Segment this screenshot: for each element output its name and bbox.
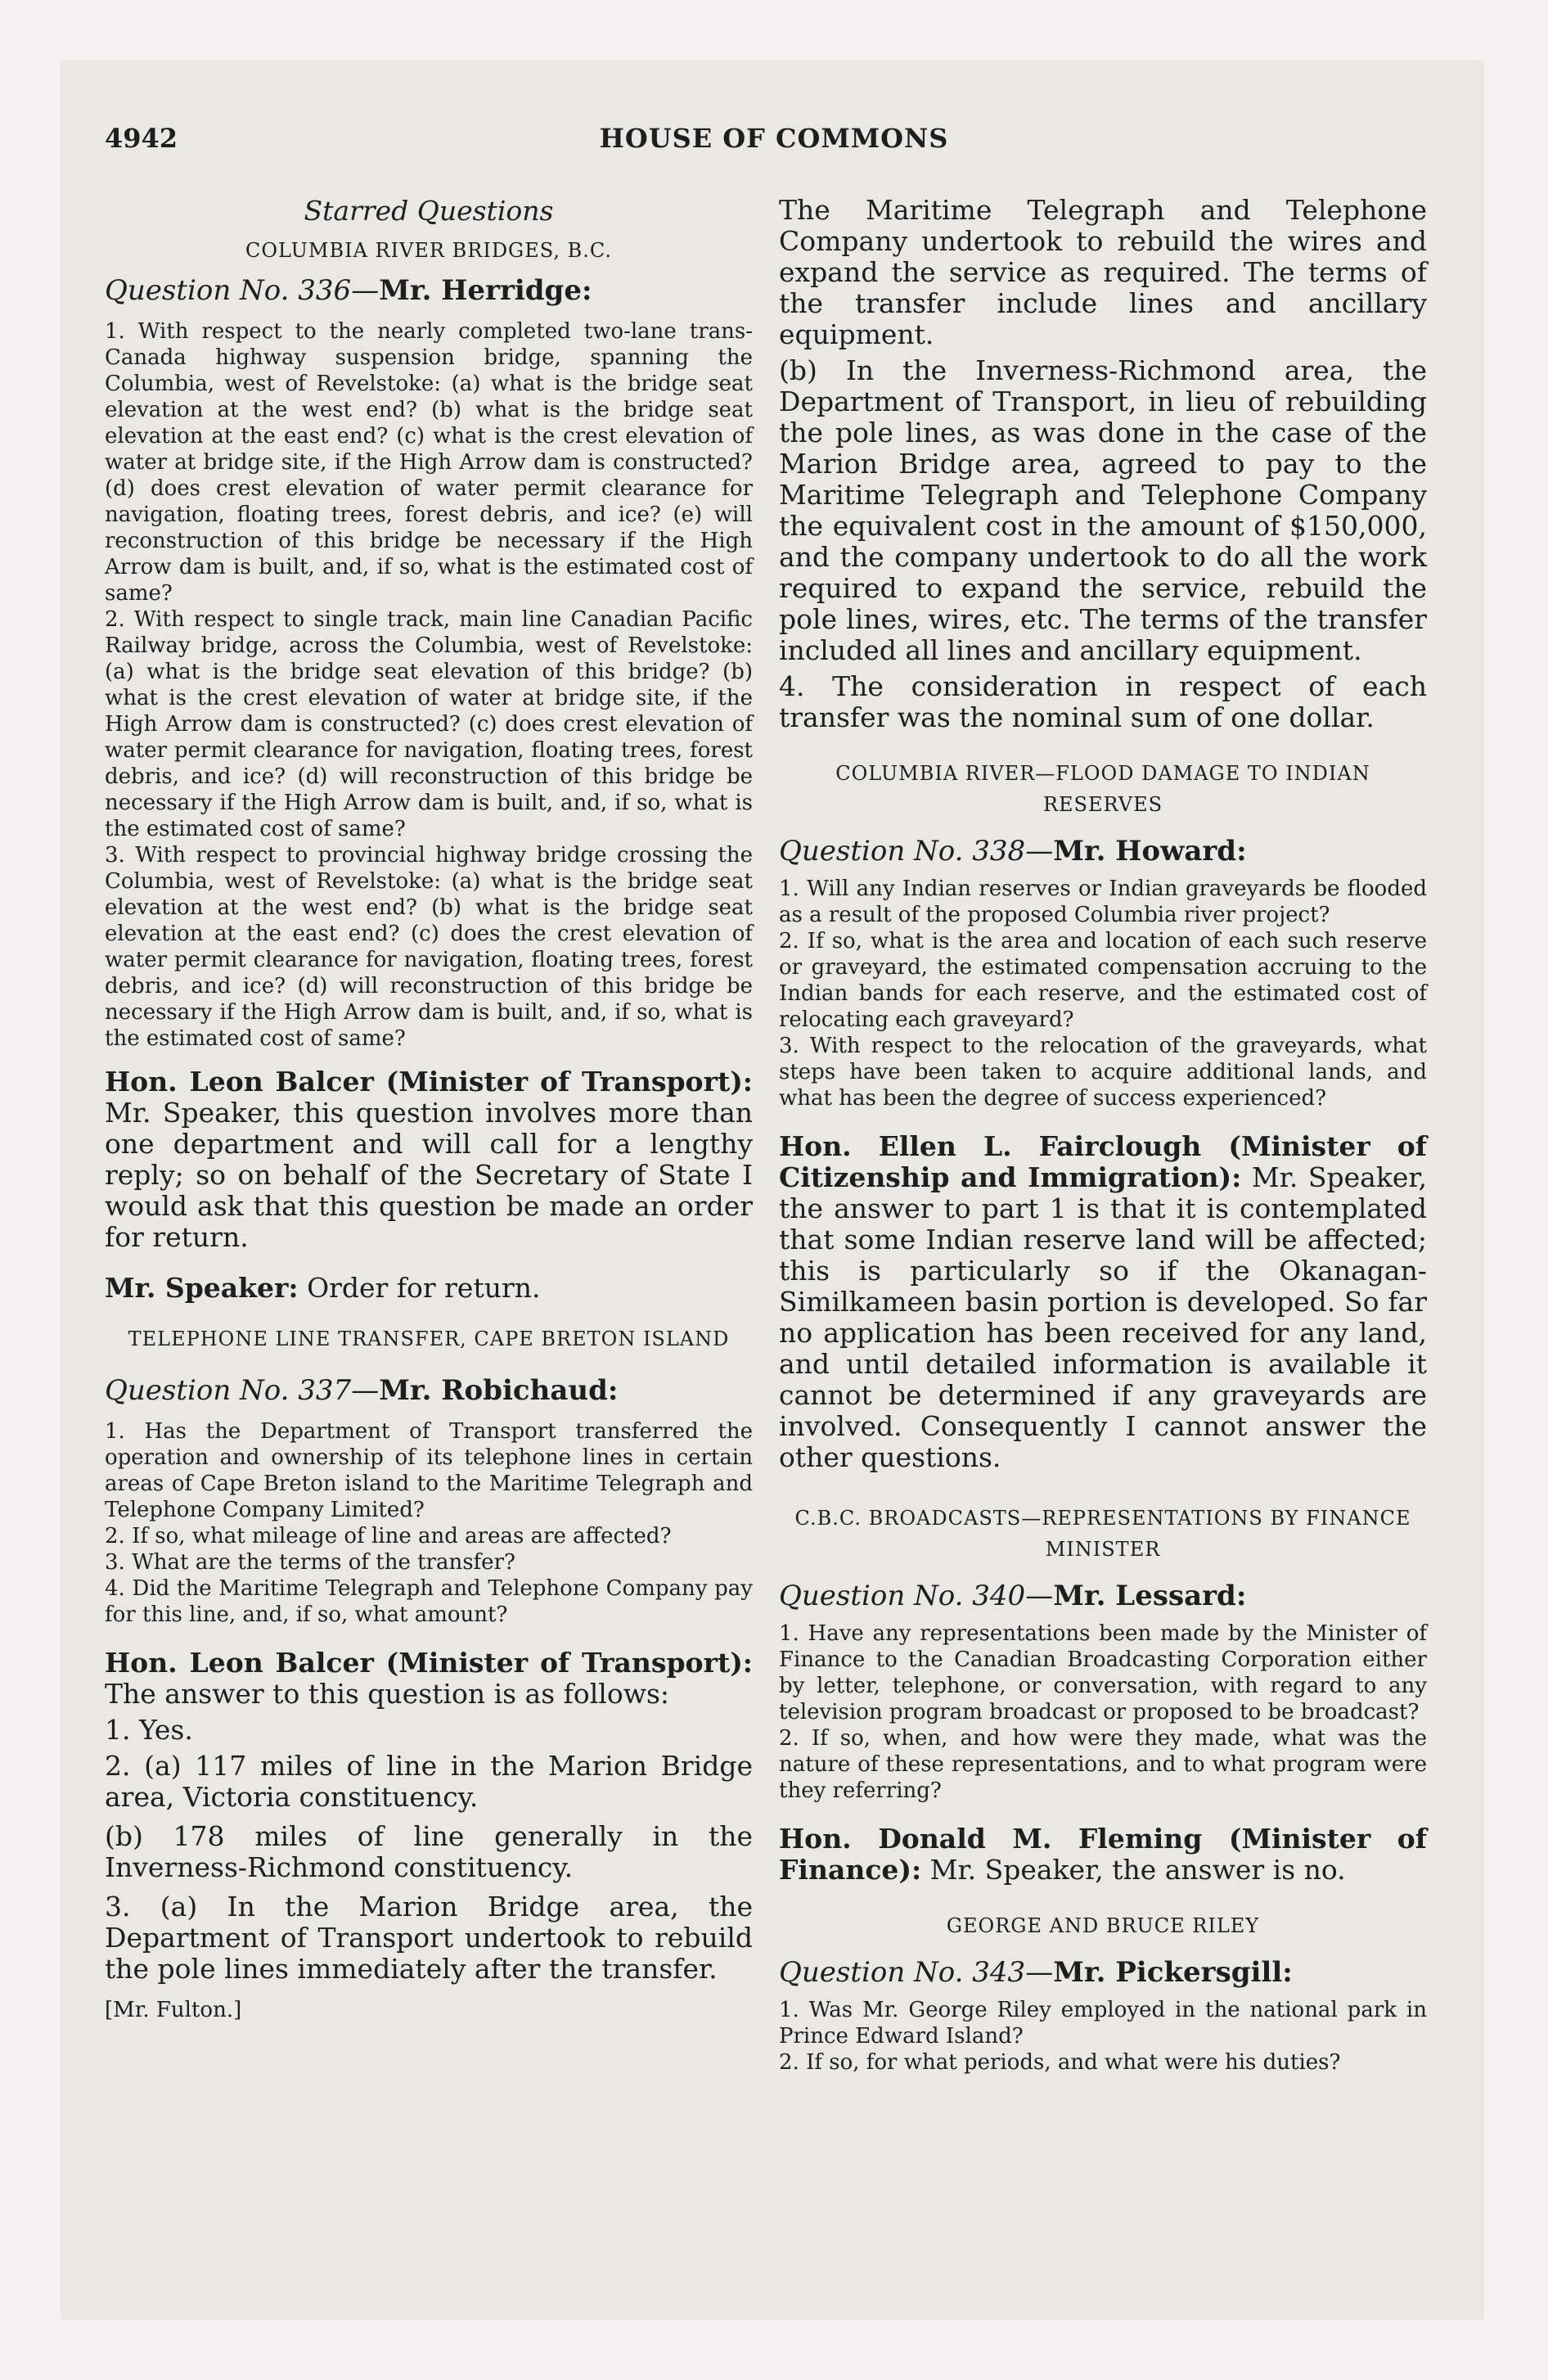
page-title: HOUSE OF COMMONS xyxy=(599,123,949,154)
answer-336 xyxy=(105,1066,753,1253)
question-number: Question No. 337 xyxy=(105,1374,352,1407)
answer-337-item-2b: (b) 178 miles of line generally in the Inverness-Richmond constituency. xyxy=(105,1820,753,1883)
question-343-part-2: 2. If so, for what periods, and what were his duties? xyxy=(779,2050,1341,2075)
left-column xyxy=(105,195,753,2044)
answer-speaker: Hon. Leon Balcer (Minister of Transport): xyxy=(105,1066,753,1098)
question-member: Mr. Robichaud: xyxy=(379,1374,619,1407)
question-337-part-1: 1. Has the Department of Transport transferred the operation and ownership of its telephone lines in certain areas of Cape Breton island to the Maritime Telegraph and Telephone Company Limited? xyxy=(105,1419,753,1522)
question-338-part-1: 1. Will any Indian reserves or Indian graveyards be flooded as a result of the proposed Columbia river project? xyxy=(779,877,1427,927)
speaker-name: Mr. Speaker: xyxy=(105,1272,299,1304)
answer-337-item-4: 4. The consideration in respect of each transfer was the nominal sum of one dollar. xyxy=(779,670,1427,733)
question-member: Mr. Lessard: xyxy=(1053,1580,1247,1612)
question-340-part-2: 2. If so, when, and how were they made, what was the nature of these representations, and to what program were they referring? xyxy=(779,1726,1427,1803)
answer-337-item-3b: (b) In the Inverness-Richmond area, the Department of Transport, in lieu of rebuilding the pole lines, as was done in the case of the Marion Bridge area, agreed to pay to the Maritime Telegraph and Telephone Company the equivalent cost in the amount of $150,000, and the company undertook to do all the work required to expand the service, rebuild the pole lines, wires, etc. The terms of the transfer included all lines and ancillary equipment. xyxy=(779,354,1427,666)
question-number: Question No. 338 xyxy=(779,835,1026,868)
question-343-part-1: 1. Was Mr. George Riley employed in the national park in Prince Edward Island? xyxy=(779,1998,1427,2049)
question-separator: — xyxy=(1025,835,1054,868)
question-number: Question No. 336 xyxy=(105,274,352,307)
speaker-text: Order for return. xyxy=(298,1272,541,1304)
answer-337-item-2a: 2. (a) 117 miles of line in the Marion Bridge area, Victoria constituency. xyxy=(105,1750,753,1813)
question-337-part-4: 4. Did the Maritime Telegraph and Telephone Company pay for this line, and, if so, what amount? xyxy=(105,1576,753,1627)
question-336-part-2: 2. With respect to single track, main line Canadian Pacific Railway bridge, across the Columbia, west of Revelstoke: (a) what is the bridge seat elevation of this bridge? (b) what is the crest elevation of water at bridge site, if the High Arrow dam is constructed? (c) does crest elevation of water permit clearance for navigation, floating trees, forest debris, and ice? (d) will reconstruction of this bridge be necessary if the High Arrow dam is built, and, if so, what is the estimated cost of same? xyxy=(105,607,753,841)
question-340-line xyxy=(779,1580,1427,1612)
topic-heading-336: COLUMBIA RIVER BRIDGES, B.C. xyxy=(245,239,612,262)
question-separator: — xyxy=(351,1374,380,1407)
question-338-part-2: 2. If so, what is the area and location of each such reserve or graveyard, the estimated compensation accruing to the Indian bands for each reserve, and the estimated cost of relocating each graveyard? xyxy=(779,929,1427,1032)
answer-337-item-1: 1. Yes. xyxy=(105,1714,193,1746)
answer-340 xyxy=(779,1823,1427,1886)
answer-text: Mr. Speaker, the answer to part 1 is that it is contemplated that some Indian reserve land will be affected; this is particularly so if the Okanagan-Similkameen basin portion is developed. So far no application has been received for any land, and until detailed information is available it cannot be determined if any graveyards are involved. Consequently I cannot answer the other questions. xyxy=(779,1161,1427,1473)
right-column xyxy=(779,195,1427,2076)
answer-337 xyxy=(105,1648,753,1710)
answer-text: The answer to this question is as follows: xyxy=(105,1678,670,1710)
question-member: Mr. Pickersgill: xyxy=(1053,1956,1293,1989)
question-336-part-1: 1. With respect to the nearly completed two-lane trans-Canada highway suspension bridge, spanning the Columbia, west of Revelstoke: (a) what is the bridge seat elevation at the west end? (b) what is the bridge seat elevation at the east end? (c) what is the crest elevation of water at bridge site, if the High Arrow dam is constructed? (d) does crest elevation of water permit clearance for navigation, floating trees, forest debris, and ice? (e) will reconstruction of this bridge be necessary if the High Arrow dam is built, and, if so, what is the estimated cost of same? xyxy=(105,319,753,606)
page-number: 4942 xyxy=(105,123,178,154)
section-heading: Starred Questions xyxy=(304,195,554,227)
topic-heading-343: GEORGE AND BRUCE RILEY xyxy=(946,1914,1260,1937)
page-header xyxy=(105,123,1443,172)
question-separator: — xyxy=(351,274,380,307)
speaker-ruling xyxy=(105,1273,753,1304)
topic-heading-340: C.B.C. BROADCASTS—REPRESENTATIONS BY FINANCE MINISTER xyxy=(794,1507,1411,1561)
question-336-line xyxy=(105,274,753,307)
answer-338 xyxy=(779,1131,1427,1473)
answer-337-item-3a: 3. (a) In the Marion Bridge area, the Department of Transport undertook to rebuild the pole lines immediately after the transfer. xyxy=(105,1891,753,1985)
answer-337-continued: The Maritime Telegraph and Telephone Company undertook to rebuild the wires and expand the service as required. The terms of the transfer include lines and ancillary equipment. xyxy=(779,194,1427,350)
footer-attribution: [Mr. Fulton.] xyxy=(105,1998,242,2022)
question-337-line xyxy=(105,1374,753,1407)
answer-text: Mr. Speaker, this question involves more than one department and will call for a lengthy reply; so on behalf of the Secretary of State I would ask that this question be made an order for return. xyxy=(105,1097,753,1253)
question-separator: — xyxy=(1025,1956,1054,1989)
question-338-line xyxy=(779,835,1427,868)
question-number: Question No. 340 xyxy=(779,1580,1026,1612)
question-separator: — xyxy=(1025,1580,1054,1612)
answer-speaker: Hon. Ellen L. Fairclough (Minister of Citizenship and Immigration): xyxy=(779,1130,1427,1193)
topic-heading-338: COLUMBIA RIVER—FLOOD DAMAGE TO INDIAN RESERVES xyxy=(835,762,1370,816)
answer-speaker: Hon. Leon Balcer (Minister of Transport): xyxy=(105,1647,753,1679)
topic-heading-337: TELEPHONE LINE TRANSFER, CAPE BRETON ISLAND xyxy=(128,1327,730,1350)
question-338-part-3: 3. With respect to the relocation of the graveyards, what steps have been taken to acquire additional lands, and what has been the degree of success experienced? xyxy=(779,1034,1427,1111)
answer-text: Mr. Speaker, the answer is no. xyxy=(921,1854,1346,1886)
question-member: Mr. Howard: xyxy=(1053,835,1247,868)
question-337-part-3: 3. What are the terms of the transfer? xyxy=(105,1550,515,1575)
question-member: Mr. Herridge: xyxy=(379,274,592,307)
question-number: Question No. 343 xyxy=(779,1956,1026,1989)
question-340-part-1: 1. Have any representations been made by the Minister of Finance to the Canadian Broadcasting Corporation either by letter, telephone, or conversation, with regard to any television program broadcast or proposed to be broadcast? xyxy=(779,1621,1427,1724)
question-343-line xyxy=(779,1956,1427,1989)
question-337-part-2: 2. If so, what mileage of line and areas are affected? xyxy=(105,1524,672,1548)
answer-speaker: Hon. Donald M. Fleming (Minister of Finance): xyxy=(779,1823,1427,1886)
question-336-part-3: 3. With respect to provincial highway bridge crossing the Columbia, west of Revelstoke: (a) what is the bridge seat elevation at the west end? (b) what is the bridge seat elevation at the east end? (c) does the crest elevation of water permit clearance for navigation, floating trees, forest debris, and ice? (d) will reconstruction of this bridge be necessary if the High Arrow dam is built, and, if so, what is the estimated cost of same? xyxy=(105,843,753,1051)
